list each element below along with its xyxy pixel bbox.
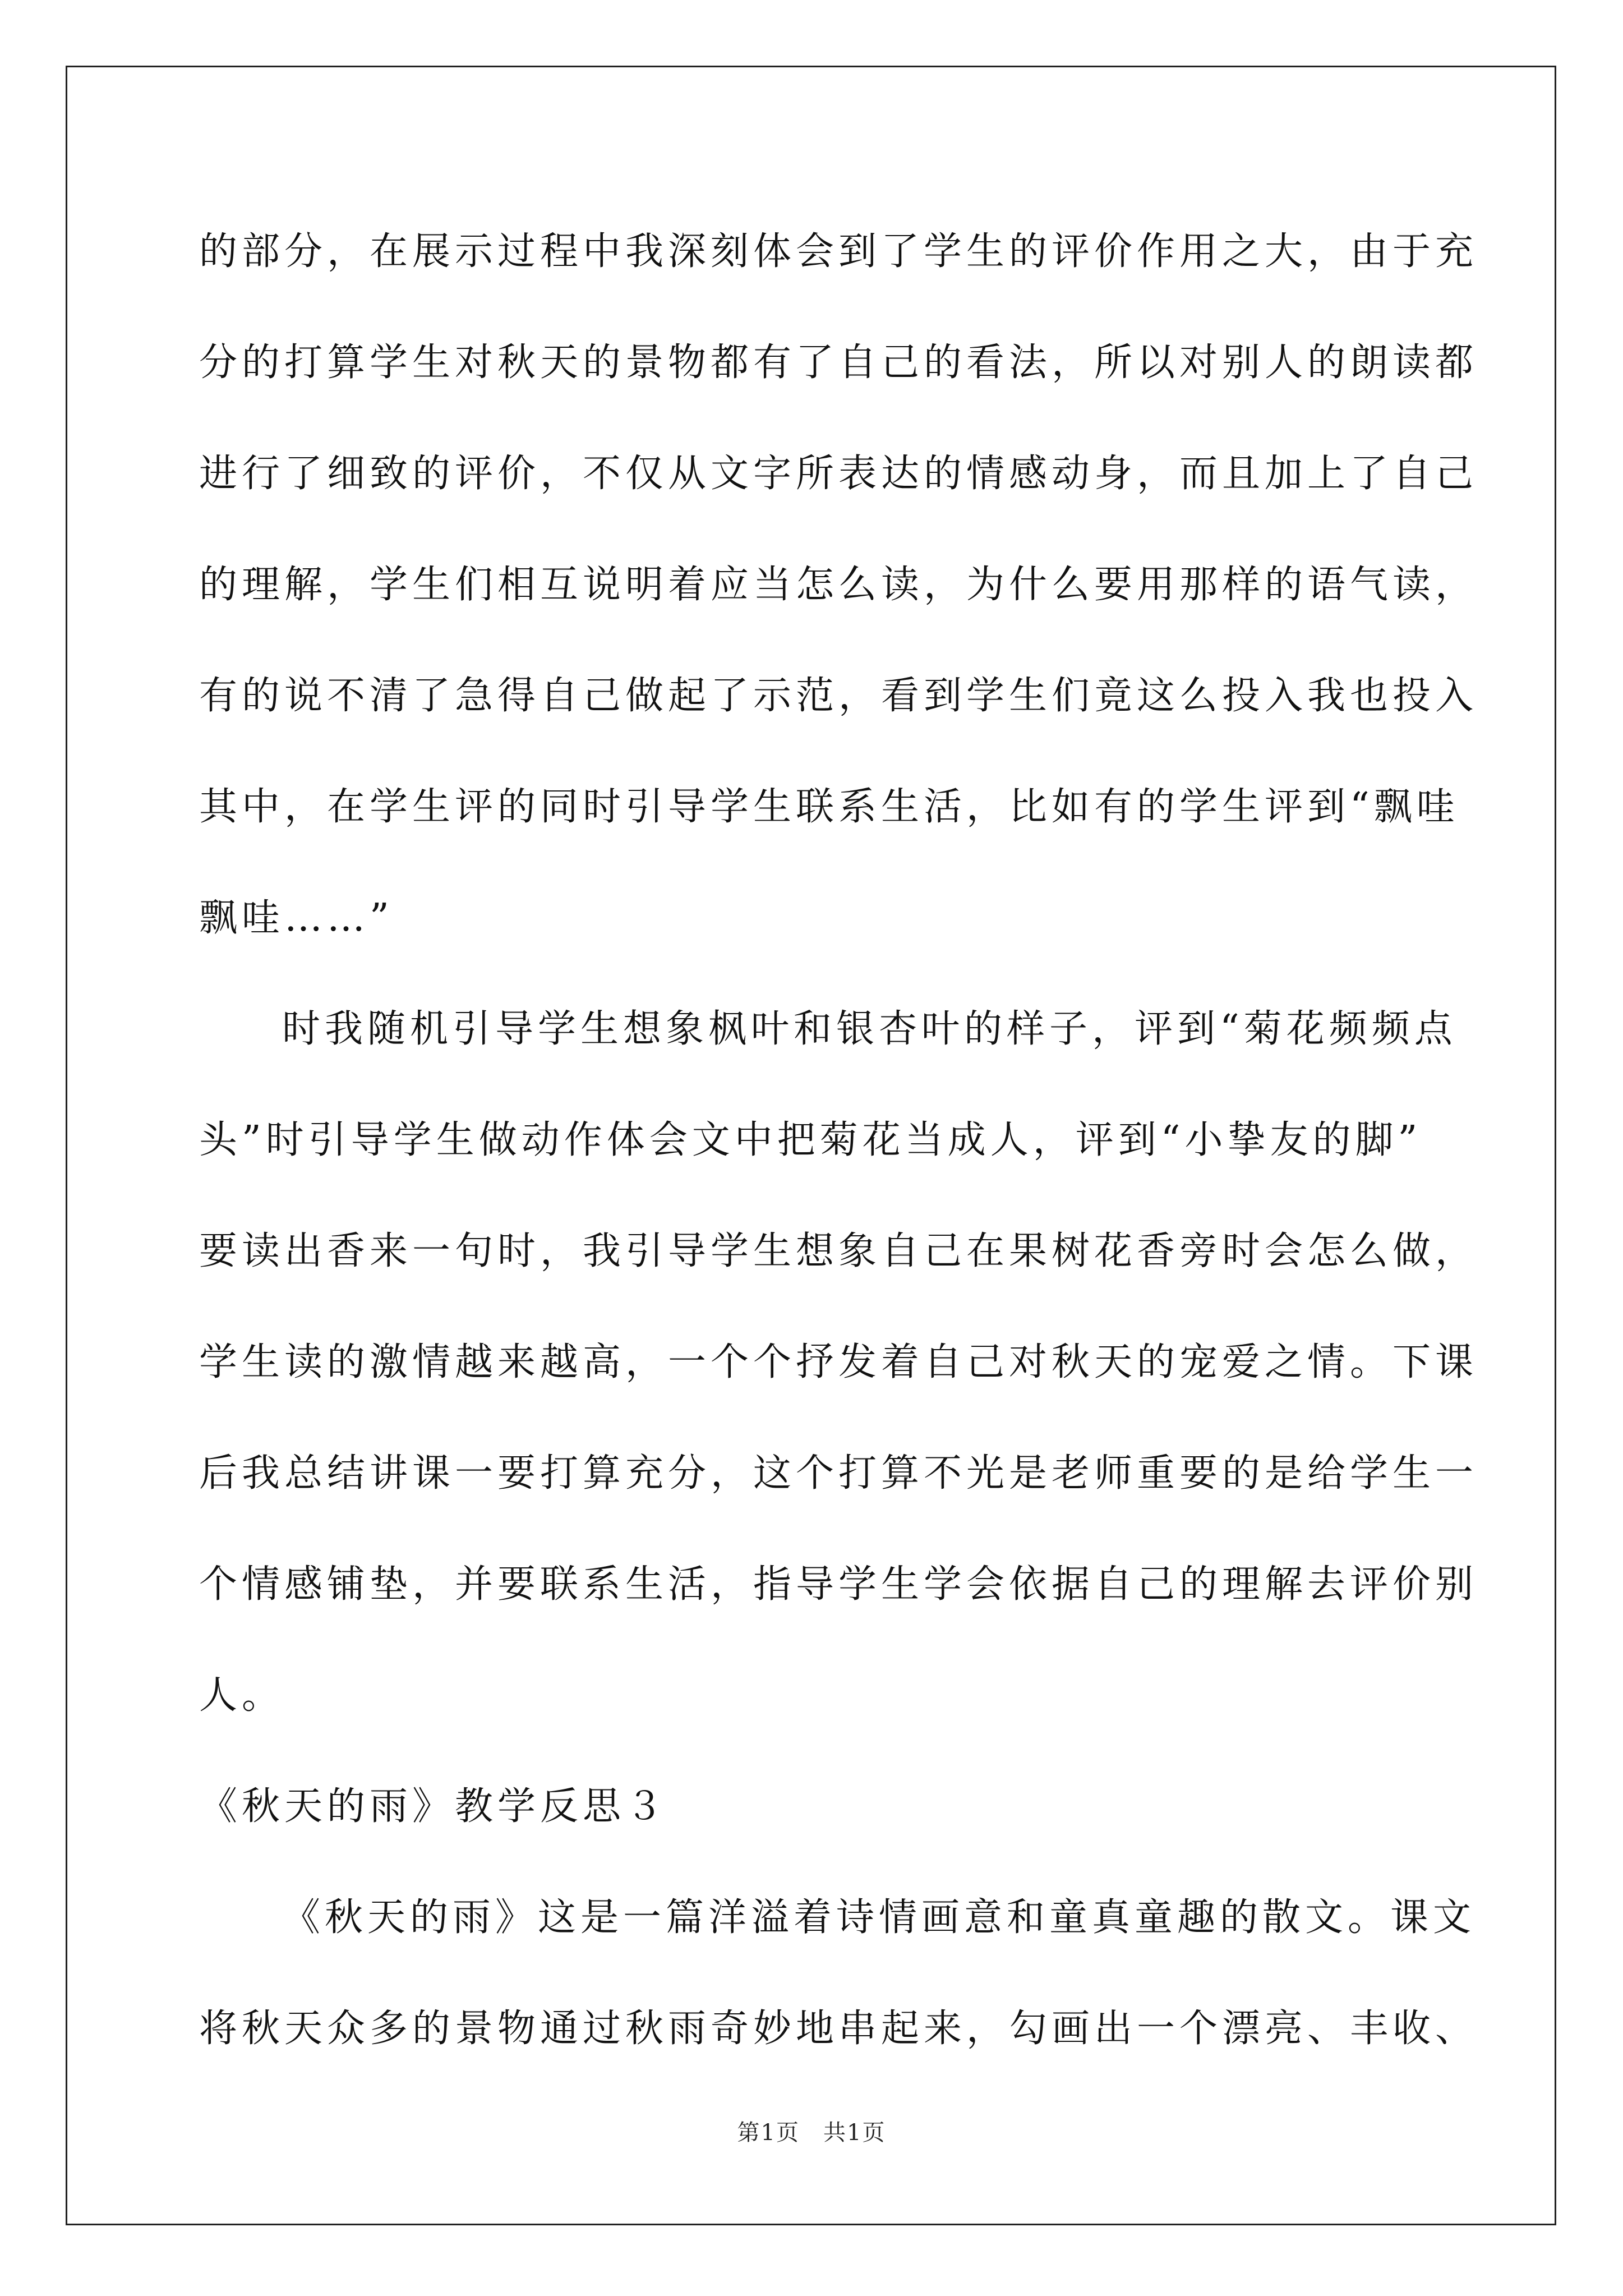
- text-line: 有的说不清了急得自己做起了示范，看到学生们竟这么投入我也投入: [199, 674, 1478, 718]
- text-line: 个情感铺垫，并要联系生活，指导学生学会依据自己的理解去评价别: [199, 1562, 1478, 1607]
- document-body: [199, 196, 1478, 2085]
- text-line: 学生读的激情越来越高，一个个抒发着自己对秋天的宠爱之情。下课: [199, 1340, 1478, 1384]
- text-line: 分的打算学生对秋天的景物都有了自己的看法，所以对别人的朗读都: [199, 341, 1478, 385]
- text-line: 头”时引导学生做动作体会文中把菊花当成人，评到“小挚友的脚”: [199, 1118, 1422, 1162]
- text-line: 后我总结讲课一要打算充分，这个打算不光是老师重要的是给学生一: [199, 1451, 1478, 1496]
- text-line: 将秋天众多的景物通过秋雨奇妙地串起来，勾画出一个漂亮、丰收、: [199, 2007, 1478, 2051]
- page-footer: 第1页 共1页: [737, 2120, 886, 2146]
- text-line: 的部分，在展示过程中我深刻体会到了学生的评价作用之大，由于充: [199, 229, 1478, 274]
- text-line: 人。: [199, 1673, 285, 1718]
- section-heading: 《秋天的雨》教学反思３: [199, 1784, 668, 1829]
- text-line: 飘哇……”: [199, 896, 394, 940]
- text-line: 进行了细致的评价，不仅从文字所表达的情感动身，而且加上了自己: [199, 452, 1478, 496]
- text-line: 的理解，学生们相互说明着应当怎么读，为什么要用那样的语气读，: [199, 563, 1478, 607]
- text-line: 要读出香来一句时，我引导学生想象自己在果树花香旁时会怎么做，: [199, 1229, 1478, 1273]
- text-line: 其中，在学生评的同时引导学生联系生活，比如有的学生评到“飘哇: [199, 785, 1459, 829]
- paragraph-start-line: 时我随机引导学生想象枫叶和银杏叶的样子，评到“菊花频频点: [282, 1007, 1457, 1051]
- paragraph-start-line: 《秋天的雨》这是一篇洋溢着诗情画意和童真童趣的散文。课文: [282, 1895, 1476, 1940]
